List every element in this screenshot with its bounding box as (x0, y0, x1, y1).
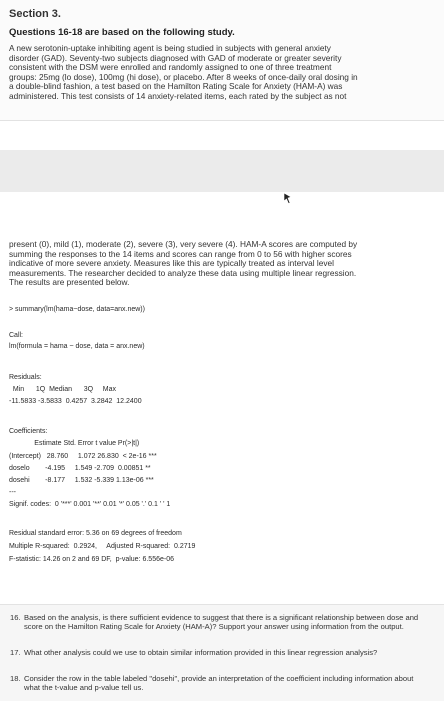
intro-line: a double-blind fashion, a test based on the Hamilton Rating Scale for Anxiety (HAM-A) was (9, 81, 343, 92)
question-18 (10, 675, 436, 693)
intro-line: A new serotonin-uptake inhibiting agent is being studied in subjects with general anxiety (9, 43, 331, 53)
coefficients-label: Coefficients: (9, 428, 48, 435)
paragraph-line: indicative of more severe anxiety. Measures like this are typically treated as interval level (9, 258, 334, 268)
r-command: > summary(lm(hama~dose, data=anx.new)) (9, 306, 145, 313)
intro-line: administered. This test consists of 14 anxiety-related items, each rated by the subject as not (9, 90, 347, 101)
questions-heading: Questions 16-18 are based on the following study. (9, 27, 235, 38)
paragraph-line: present (0), mild (1), moderate (2), severe (3), very severe (4). HAM-A scores are computed by (9, 239, 358, 249)
separator-dashes: --- (9, 489, 16, 496)
question-16 (10, 614, 436, 632)
intro-line: disorder (GAD). Seventy-two subjects diagnosed with GAD of moderate or greater severity (9, 52, 342, 63)
question-text: Consider the row in the table labeled "dosehi", provide an interpretation of the coefficient including information about what the t-value and p-value tell us. (24, 674, 414, 692)
intro-line: groups: 25mg (lo dose), 100mg (hi dose), or placebo. After 8 weeks of once-daily oral dosing in (9, 71, 358, 82)
page-gap (0, 150, 444, 192)
r-squared: Multiple R-squared: 0.2924, Adjusted R-squared: 0.2719 (9, 543, 196, 550)
mouse-cursor-icon (283, 192, 293, 204)
residual-standard-error: Residual standard error: 5.36 on 69 degrees of freedom (9, 530, 182, 537)
call-formula: lm(formula = hama ~ dose, data = anx.new) (9, 343, 145, 350)
section-title: Section 3. (9, 8, 61, 20)
intro-line: consistent with the DSM were enrolled and randomly assigned to one of three treatment (9, 62, 332, 73)
f-statistic: F-statistic: 14.26 on 2 and 69 DF, p-value: 6.556e-06 (9, 556, 174, 563)
call-label: Call: (9, 332, 24, 339)
question-17 (10, 649, 436, 658)
signif-codes: Signif. codes: 0 '***' 0.001 '**' 0.01 '*' 0.05 '.' 0.1 ' ' 1 (9, 501, 171, 508)
coef-row-doselo: doselo -4.195 1.549 -2.709 0.00851 ** (9, 465, 151, 472)
page-gap-white (0, 192, 444, 236)
paragraph-line: summing the responses to the 14 items and scores can range from 0 to 56 with higher scores (9, 248, 352, 259)
residuals-values: -11.5833 -3.5833 0.4257 3.2842 12.2400 (9, 398, 142, 405)
question-text: Based on the analysis, is there sufficient evidence to suggest that there is a significant relationship between dose and score on the Hamilton Rating Scale for Anxiety (HAM-A)? Support your answer using information from the output. (24, 613, 419, 631)
question-text: What other analysis could we use to obtain similar information provided in this linear regression analysis? (24, 648, 378, 657)
residuals-label: Residuals: (9, 374, 42, 381)
continuation-paragraph (9, 240, 435, 288)
coef-row-dosehi: dosehi -8.177 1.532 -5.339 1.13e-06 *** (9, 477, 154, 484)
coef-row-intercept: (Intercept) 28.760 1.072 26.830 < 2e-16 *** (9, 453, 157, 460)
question-number: 16. (10, 613, 21, 622)
residuals-header: Min 1Q Median 3Q Max (9, 386, 116, 393)
question-number: 17. (10, 648, 21, 657)
intro-paragraph (9, 44, 437, 102)
paragraph-line: measurements. The researcher decided to analyze these data using multiple linear regression. (9, 267, 357, 278)
coefficients-header: Estimate Std. Error t value Pr(>|t|) (9, 440, 140, 447)
paragraph-line: The results are presented below. (9, 277, 130, 287)
question-number: 18. (10, 674, 21, 683)
